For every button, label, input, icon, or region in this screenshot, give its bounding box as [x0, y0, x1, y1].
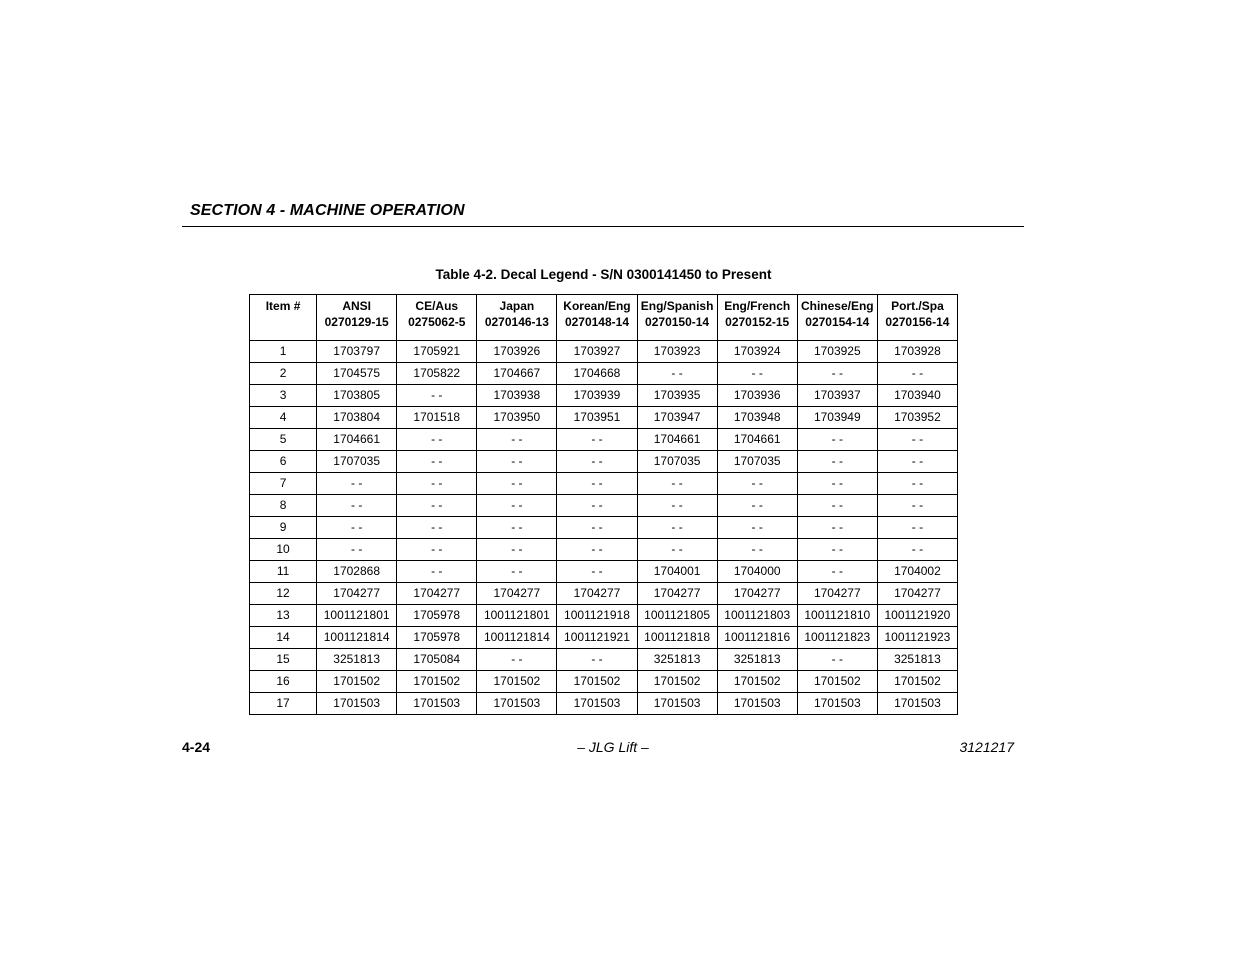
part-number-cell: - -	[877, 517, 957, 539]
part-number-cell: 1701502	[317, 671, 397, 693]
decal-legend-table	[249, 294, 958, 715]
table-row	[250, 693, 958, 715]
column-header-name: Eng/French	[724, 299, 791, 313]
part-number-cell: 1704277	[797, 583, 877, 605]
part-number-cell: 1704575	[317, 363, 397, 385]
part-number-cell: 1705084	[397, 649, 477, 671]
part-number-cell: - -	[877, 495, 957, 517]
column-header-code: 0270148-14	[564, 315, 629, 329]
part-number-cell: - -	[637, 473, 717, 495]
part-number-cell: 1701503	[397, 693, 477, 715]
part-number-cell: 1703928	[877, 341, 957, 363]
table-row	[250, 605, 958, 627]
column-header	[317, 295, 397, 341]
part-number-cell: 1703804	[317, 407, 397, 429]
part-number-cell: 1703926	[477, 341, 557, 363]
part-number-cell: - -	[317, 473, 397, 495]
part-number-cell: - -	[557, 451, 637, 473]
part-number-cell: - -	[317, 495, 397, 517]
part-number-cell: 1701503	[637, 693, 717, 715]
part-number-cell: 1704661	[317, 429, 397, 451]
part-number-cell: 1703923	[637, 341, 717, 363]
part-number-cell: 1704668	[557, 363, 637, 385]
part-number-cell: - -	[477, 561, 557, 583]
part-number-cell: 1701518	[397, 407, 477, 429]
part-number-cell: 1704277	[877, 583, 957, 605]
part-number-cell: 1704000	[717, 561, 797, 583]
part-number-cell: 1701502	[717, 671, 797, 693]
part-number-cell: 1001121816	[717, 627, 797, 649]
part-number-cell: - -	[477, 429, 557, 451]
column-header-name: Japan	[499, 299, 535, 313]
part-number-cell: - -	[477, 649, 557, 671]
part-number-cell: 1702868	[317, 561, 397, 583]
part-number-cell: 1704277	[717, 583, 797, 605]
column-header-name: Korean/Eng	[563, 299, 631, 313]
part-number-cell: - -	[477, 451, 557, 473]
part-number-cell: 1701502	[877, 671, 957, 693]
part-number-cell: - -	[397, 473, 477, 495]
part-number-cell: 1703927	[557, 341, 637, 363]
column-header-name: Port./Spa	[891, 299, 944, 313]
part-number-cell: - -	[877, 363, 957, 385]
part-number-cell: 3251813	[317, 649, 397, 671]
part-number-cell: 1704661	[717, 429, 797, 451]
part-number-cell: - -	[717, 363, 797, 385]
part-number-cell: 1701503	[557, 693, 637, 715]
column-header-code: 0270154-14	[805, 315, 870, 329]
part-number-cell: - -	[797, 495, 877, 517]
part-number-cell: 1001121814	[477, 627, 557, 649]
part-number-cell: 1707035	[717, 451, 797, 473]
part-number-cell: 1703940	[877, 385, 957, 407]
column-header-item: Item #	[250, 295, 317, 341]
part-number-cell: - -	[797, 539, 877, 561]
part-number-cell: 3251813	[877, 649, 957, 671]
part-number-cell: - -	[637, 517, 717, 539]
part-number-cell: - -	[637, 495, 717, 517]
part-number-cell: - -	[877, 429, 957, 451]
part-number-cell: 1701503	[477, 693, 557, 715]
item-number-cell: 3	[250, 385, 317, 407]
part-number-cell: - -	[557, 495, 637, 517]
part-number-cell: - -	[797, 363, 877, 385]
part-number-cell: 1701502	[557, 671, 637, 693]
table-row	[250, 649, 958, 671]
part-number-cell: - -	[557, 473, 637, 495]
part-number-cell: 1001121814	[317, 627, 397, 649]
item-number-cell: 12	[250, 583, 317, 605]
part-number-cell: 1704277	[317, 583, 397, 605]
part-number-cell: 1703936	[717, 385, 797, 407]
table-row	[250, 561, 958, 583]
item-number-cell: 2	[250, 363, 317, 385]
part-number-cell: - -	[397, 517, 477, 539]
part-number-cell: - -	[877, 451, 957, 473]
item-number-cell: 14	[250, 627, 317, 649]
part-number-cell: 1703925	[797, 341, 877, 363]
table-row	[250, 451, 958, 473]
part-number-cell: - -	[397, 561, 477, 583]
part-number-cell: 1001121803	[717, 605, 797, 627]
part-number-cell: - -	[397, 539, 477, 561]
part-number-cell: - -	[797, 649, 877, 671]
part-number-cell: 1701502	[637, 671, 717, 693]
part-number-cell: 1703948	[717, 407, 797, 429]
header-rule	[182, 226, 1024, 227]
part-number-cell: 1001121818	[637, 627, 717, 649]
part-number-cell: 1701502	[397, 671, 477, 693]
item-number-cell: 9	[250, 517, 317, 539]
part-number-cell: - -	[797, 561, 877, 583]
part-number-cell: 1001121918	[557, 605, 637, 627]
part-number-cell: - -	[797, 429, 877, 451]
part-number-cell: - -	[397, 451, 477, 473]
part-number-cell: - -	[317, 539, 397, 561]
column-header-name: ANSI	[342, 299, 371, 313]
part-number-cell: 1001121805	[637, 605, 717, 627]
part-number-cell: 1703952	[877, 407, 957, 429]
part-number-cell: 1707035	[317, 451, 397, 473]
part-number-cell: 1703935	[637, 385, 717, 407]
item-number-cell: 1	[250, 341, 317, 363]
part-number-cell: 1701502	[797, 671, 877, 693]
part-number-cell: - -	[557, 561, 637, 583]
part-number-cell: 1704002	[877, 561, 957, 583]
part-number-cell: 1001121923	[877, 627, 957, 649]
part-number-cell: 1001121920	[877, 605, 957, 627]
table-header-row	[250, 295, 958, 341]
part-number-cell: 1703947	[637, 407, 717, 429]
part-number-cell: - -	[637, 363, 717, 385]
part-number-cell: 1001121823	[797, 627, 877, 649]
table-title: Table 4-2. Decal Legend - S/N 0300141450 to Present	[435, 267, 772, 282]
part-number-cell: 1701503	[877, 693, 957, 715]
part-number-cell: - -	[477, 517, 557, 539]
part-number-cell: 1703939	[557, 385, 637, 407]
part-number-cell: - -	[477, 495, 557, 517]
part-number-cell: 1703924	[717, 341, 797, 363]
part-number-cell: 1704277	[397, 583, 477, 605]
item-number-cell: 15	[250, 649, 317, 671]
column-header-name: Chinese/Eng	[800, 299, 874, 313]
part-number-cell: - -	[397, 495, 477, 517]
part-number-cell: 1705921	[397, 341, 477, 363]
part-number-cell: 1707035	[637, 451, 717, 473]
document-number: 3121217	[959, 739, 1014, 755]
part-number-cell: 1701503	[317, 693, 397, 715]
column-header	[637, 295, 717, 341]
part-number-cell: 1701503	[797, 693, 877, 715]
part-number-cell: 1705978	[397, 627, 477, 649]
footer-brand: – JLG Lift –	[577, 739, 649, 755]
table-body	[250, 341, 958, 715]
part-number-cell: - -	[797, 517, 877, 539]
column-header-code: 0270146-13	[484, 315, 549, 329]
table-row	[250, 495, 958, 517]
item-number-cell: 13	[250, 605, 317, 627]
section-title: SECTION 4 - MACHINE OPERATION	[190, 202, 465, 219]
part-number-cell: - -	[477, 473, 557, 495]
column-header	[397, 295, 477, 341]
part-number-cell: 1705822	[397, 363, 477, 385]
table-row	[250, 385, 958, 407]
part-number-cell: 1703938	[477, 385, 557, 407]
column-header-code: 0275062-5	[408, 315, 466, 329]
part-number-cell: - -	[797, 451, 877, 473]
column-header-code: 0270129-15	[324, 315, 389, 329]
table-row	[250, 429, 958, 451]
part-number-cell: 1703949	[797, 407, 877, 429]
part-number-cell: 3251813	[717, 649, 797, 671]
column-header	[717, 295, 797, 341]
part-number-cell: - -	[317, 517, 397, 539]
part-number-cell: 1704277	[557, 583, 637, 605]
part-number-cell: 1704661	[637, 429, 717, 451]
item-number-cell: 16	[250, 671, 317, 693]
part-number-cell: 1001121801	[317, 605, 397, 627]
part-number-cell: 1704001	[637, 561, 717, 583]
part-number-cell: - -	[717, 495, 797, 517]
table-row	[250, 627, 958, 649]
page-number: 4-24	[182, 739, 211, 755]
part-number-cell: 1703951	[557, 407, 637, 429]
part-number-cell: 1703937	[797, 385, 877, 407]
column-header	[877, 295, 957, 341]
table-row	[250, 473, 958, 495]
item-number-cell: 17	[250, 693, 317, 715]
item-number-cell: 11	[250, 561, 317, 583]
item-number-cell: 7	[250, 473, 317, 495]
part-number-cell: - -	[717, 517, 797, 539]
part-number-cell: 1701502	[477, 671, 557, 693]
item-number-cell: 8	[250, 495, 317, 517]
part-number-cell: 1704277	[477, 583, 557, 605]
part-number-cell: - -	[717, 473, 797, 495]
table-row	[250, 583, 958, 605]
part-number-cell: - -	[797, 473, 877, 495]
part-number-cell: - -	[557, 539, 637, 561]
part-number-cell: 1001121801	[477, 605, 557, 627]
part-number-cell: 3251813	[637, 649, 717, 671]
column-header-code: 0270152-15	[725, 315, 790, 329]
part-number-cell: - -	[557, 517, 637, 539]
part-number-cell: - -	[557, 649, 637, 671]
part-number-cell: - -	[637, 539, 717, 561]
part-number-cell: 1703805	[317, 385, 397, 407]
table-row	[250, 363, 958, 385]
column-header-name: Eng/Spanish	[640, 299, 714, 313]
column-header	[797, 295, 877, 341]
item-number-cell: 4	[250, 407, 317, 429]
part-number-cell: 1703950	[477, 407, 557, 429]
part-number-cell: - -	[397, 385, 477, 407]
column-header-name: CE/Aus	[415, 299, 459, 313]
column-header	[557, 295, 637, 341]
part-number-cell: - -	[477, 539, 557, 561]
part-number-cell: 1001121810	[797, 605, 877, 627]
table-row	[250, 407, 958, 429]
column-header-code: 0270156-14	[885, 315, 950, 329]
part-number-cell: - -	[717, 539, 797, 561]
part-number-cell: 1704667	[477, 363, 557, 385]
item-number-cell: 10	[250, 539, 317, 561]
table-row	[250, 539, 958, 561]
part-number-cell: - -	[557, 429, 637, 451]
part-number-cell: 1704277	[637, 583, 717, 605]
column-header	[477, 295, 557, 341]
table-row	[250, 517, 958, 539]
part-number-cell: 1703797	[317, 341, 397, 363]
item-number-cell: 6	[250, 451, 317, 473]
item-number-cell: 5	[250, 429, 317, 451]
part-number-cell: 1705978	[397, 605, 477, 627]
part-number-cell: 1001121921	[557, 627, 637, 649]
table-row	[250, 341, 958, 363]
table-row	[250, 671, 958, 693]
column-header-code: 0270150-14	[645, 315, 710, 329]
part-number-cell: - -	[397, 429, 477, 451]
part-number-cell: - -	[877, 539, 957, 561]
part-number-cell: 1701503	[717, 693, 797, 715]
part-number-cell: - -	[877, 473, 957, 495]
